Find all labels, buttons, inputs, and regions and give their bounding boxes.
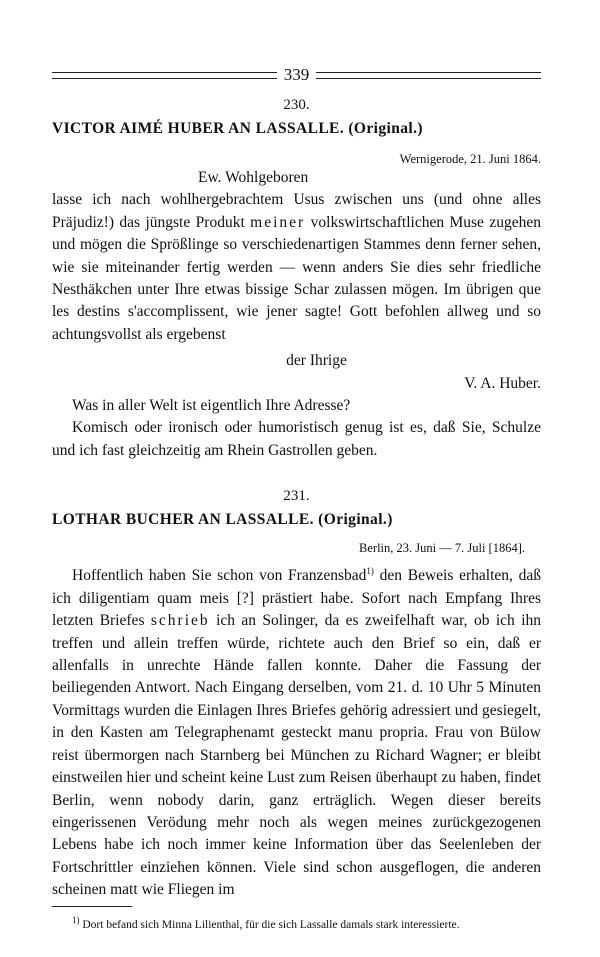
footnote-marker: 1) xyxy=(72,914,80,925)
page-header xyxy=(52,62,541,88)
closing: der Ihrige xyxy=(286,352,347,370)
footnote xyxy=(52,911,541,934)
letter-heading: LOTHAR BUCHER AN LASSALLE. (Original.) xyxy=(52,511,393,529)
page-number: 339 xyxy=(283,65,310,84)
body-text: volkswirtschaftlichen Muse zugehen und mögen die Sprößlinge so verschiedenartigen Stammes denn ferner sehen, wie sie miteinander fertig werden — wenn anders Sie dies sehr friedliche Nesthäkchen unter Ihre etwas bissige Schar zulassen mögen. Im übrigen que les destins s'accomplissent, wie jener sagte! Gott befohlen allweg und so achtungsvollst als ergebenst xyxy=(52,213,541,343)
header-rule-left xyxy=(52,72,277,79)
letter-number: 230. xyxy=(283,97,310,113)
letter-heading: VICTOR AIMÉ HUBER AN LASSALLE. (Original.) xyxy=(52,120,423,137)
letter-number: 231. xyxy=(283,488,310,505)
page xyxy=(52,62,541,933)
spaced-word: schrieb xyxy=(150,612,210,630)
signature: V. A. Huber. xyxy=(464,374,541,392)
postscript: Was in aller Welt ist eigentlich Ihre Adresse? xyxy=(72,397,351,415)
body-text: lasse ich nach wohlhergebrachtem Usus zwischen uns (und ohne alles Präjudiz!) das jüngste Produkt xyxy=(52,191,541,231)
body-text: ich an Solinger, da es zweifelhaft war, ob ich ihn treffen und allein treffen würde, richtete auch den Brief so ein, daß er allenfalls in unrechte Hände fallen konnte. Daher die Fassung der beiliegenden Antwort. Nach Eingang derselben, vom 21. d. 10 Uhr 5 Minuten Vormittags wurden die Einlagen Ihres Briefes gehörig adressiert und gesiegelt, in den Kasten am Telegraphenamt gesteckt manu propria. Frau von Bülow reist übermorgen nach Starnberg bei München zu Richard Wagner; er bleibt einstweilen hier und scheint keine Lust zum Reisen überhaupt zu haben, findet Berlin, wenn nobody darin, ganz erträglich. Wegen dieser bereits eingerissenen Verödung mehr noch als wegen meines zurückgezogenen Lebens habe ich noch immer keine Information über das Seelenleben der Fortschrittler einziehen können. Viele sind schon ausgeflogen, die anderen scheinen matt wie Fliegen im xyxy=(52,612,542,899)
body-text: den Beweis erhalten, daß ich diligentiam quam meis [?] prästiert habe. Sofort nach Empfang Ihres letzten Briefes xyxy=(52,567,541,630)
body-text: Hoffentlich haben Sie schon von Franzensbad xyxy=(72,567,367,585)
letter-body xyxy=(52,189,541,346)
letter-body xyxy=(52,560,541,901)
footnote-marker: 1) xyxy=(366,566,374,577)
dateline: Berlin, 23. Juni — 7. Juli [1864]. xyxy=(359,541,525,556)
postscript: Komisch oder ironisch oder humoristisch genug ist es, daß Sie, Schulze und ich fast gleichzeitig am Rhein Gastrollen geben. xyxy=(52,419,541,459)
footnote-text: Dort befand sich Minna Lilienthal, für die sich Lassalle damals stark interessierte. xyxy=(79,918,460,931)
salutation: Ew. Wohlgeboren xyxy=(198,169,309,186)
dateline: Wernigerode, 21. Juni 1864. xyxy=(399,152,541,166)
header-rule-right xyxy=(316,72,541,79)
spaced-word: meiner xyxy=(250,213,306,231)
footnote-rule xyxy=(52,906,132,907)
